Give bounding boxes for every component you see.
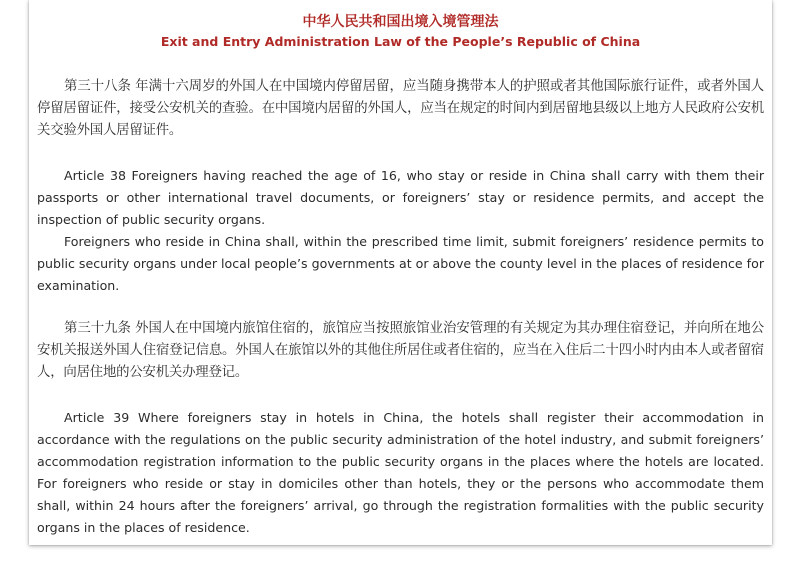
article-38-english-paragraph-1: Article 38 Foreigners having reached the age of 16, who stay or reside in China shall carry with them their passports or other international travel documents, or foreigners’ stay or residence permits, and accept the inspection of public security organs. (37, 168, 764, 227)
document-title-english: Exit and Entry Administration Law of the People’s Republic of China (160, 34, 641, 49)
document-page (29, 0, 772, 545)
document-title-chinese: 中华人民共和国出境入境管理法 (302, 14, 499, 30)
article-39-english: Article 39 Where foreigners stay in hotels in China, the hotels shall register their accommodation in accordance with the regulations on the public security administration of the hotel industry, and submit foreigners’ accommodation registration information to the public security organs in the places where the hotels are located. For foreigners who reside or stay in domiciles other than hotels, they or the persons who accommodate them shall, within 24 hours after the foreigners’ arrival, go through the registration formalities with the public security organs in the places of residence. (37, 410, 764, 535)
article-39-chinese: 第三十九条 外国人在中国境内旅馆住宿的，旅馆应当按照旅馆业治安管理的有关规定为其办理住宿登记，并向所在地公安机关报送外国人住宿登记信息。外国人在旅馆以外的其他住所居住或者住宿的，应当在入住后二十四小时内由本人或者留宿人，向居住地的公安机关办理登记。 (37, 321, 764, 380)
article-38-chinese: 第三十八条 年满十六周岁的外国人在中国境内停留居留，应当随身携带本人的护照或者其他国际旅行证件，或者外国人停留居留证件，接受公安机关的查验。在中国境内居留的外国人，应当在规定的时间内到居留地县级以上地方人民政府公安机关交验外国人居留证件。 (37, 79, 764, 138)
article-38-english-paragraph-2: Foreigners who reside in China shall, within the prescribed time limit, submit foreigners’ residence permits to public security organs under local people’s governments at or above the county level in the places of residence for examination. (37, 234, 764, 293)
